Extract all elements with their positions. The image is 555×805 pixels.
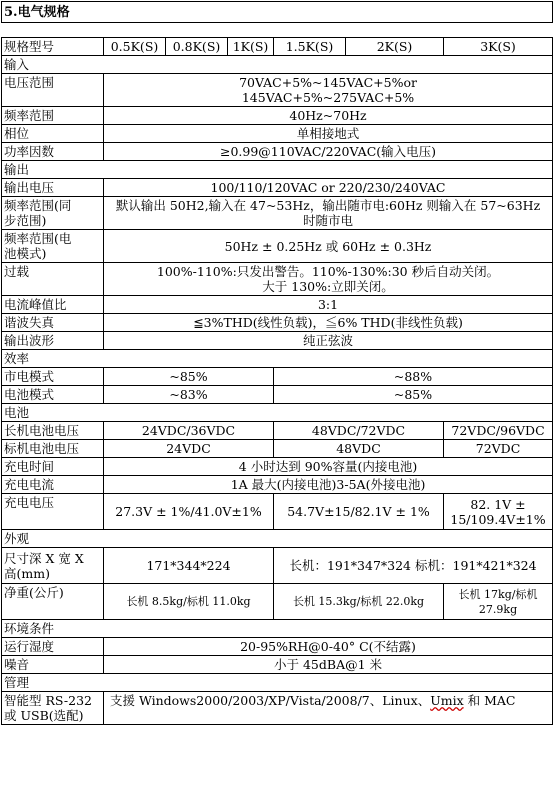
label-dimensions-line2: 高(mm) [4, 565, 50, 581]
section-management: 管理 [2, 674, 553, 692]
value-sync-range [104, 197, 553, 230]
value-std-battery-b: 48VDC [274, 440, 444, 458]
value-overload [104, 263, 553, 296]
label-phase: 相位 [2, 125, 104, 143]
value-charge-voltage-c [444, 494, 553, 530]
label-dimensions-line1: 尺寸深 X 宽 X [4, 550, 84, 566]
section-input: 输入 [2, 56, 553, 74]
model-3k: 3K(S) [444, 38, 553, 56]
row-input-voltage [2, 74, 553, 107]
label-std-battery-voltage: 标机电池电压 [2, 440, 104, 458]
value-dimensions-b: 长机：191*347*324 标机：191*421*324 [274, 548, 553, 584]
label-dimensions [2, 548, 104, 584]
section-physical: 外观 [2, 530, 553, 548]
section-title: 5.电气规格 [2, 2, 553, 23]
value-ac-mode-high: ~88% [274, 368, 553, 386]
value-ac-mode-low: ~85% [104, 368, 274, 386]
model-2k: 2K(S) [346, 38, 444, 56]
value-charge-voltage-c-line2: 15/109.4V±1% [450, 511, 546, 527]
section-environment: 环境条件 [2, 620, 553, 638]
label-thd: 谐波失真 [2, 314, 104, 332]
label-smart-interface-line1: 智能型 RS-232 [4, 693, 92, 708]
value-weight-c-line1: 长机 17kg/标机 [458, 587, 538, 601]
label-sync-range-line2: 步范围) [4, 213, 47, 228]
value-overload-line1: 100%-110%:只发出警告。110%-130%:30 秒后自动关闭。 [156, 264, 500, 279]
label-power-factor: 功率因数 [2, 143, 104, 161]
label-smart-interface-line2: 或 USB(选配) [4, 708, 84, 723]
section-efficiency: 效率 [2, 350, 553, 368]
value-weight-c [444, 584, 553, 620]
value-input-frequency: 40Hz~70Hz [104, 107, 553, 125]
value-dimensions-a: 171*344*224 [104, 548, 274, 584]
value-charge-voltage-a: 27.3V ± 1%/41.0V±1% [104, 494, 274, 530]
label-charge-time: 充电时间 [2, 458, 104, 476]
value-smart-interface [104, 692, 553, 725]
value-charge-voltage-c-line1: 82. 1V ± [470, 496, 526, 512]
value-long-battery-b: 48VDC/72VDC [274, 422, 444, 440]
label-noise: 噪音 [2, 656, 104, 674]
label-input-voltage: 电压范围 [2, 74, 104, 107]
value-long-battery-c: 72VDC/96VDC [444, 422, 553, 440]
value-charge-current: 1A 最大(内接电池)3-5A(外接电池) [104, 476, 553, 494]
label-ac-mode: 市电模式 [2, 368, 104, 386]
section-battery: 电池 [2, 404, 553, 422]
value-waveform: 纯正弦波 [104, 332, 553, 350]
value-battery-mode-high: ~85% [274, 386, 553, 404]
value-smart-os-list: 支援 Windows2000/2003/XP/Vista/2008/7、Linux、 [110, 693, 431, 708]
label-overload: 过载 [2, 263, 104, 296]
value-weight-a: 长机 8.5kg/标机 11.0kg [104, 584, 274, 620]
value-weight-c-line2: 27.9kg [478, 602, 518, 616]
label-battery-frequency-line1: 频率范围(电 [4, 231, 72, 246]
label-waveform: 输出波形 [2, 332, 104, 350]
value-crest-factor: 3:1 [104, 296, 553, 314]
label-charge-voltage: 充电电压 [2, 494, 104, 530]
value-battery-frequency: 50Hz ± 0.25Hz 或 60Hz ± 0.3Hz [104, 230, 553, 263]
value-sync-range-line2: 时随市电 [303, 213, 354, 228]
model-0-5k: 0.5K(S) [104, 38, 166, 56]
value-power-factor: ≥0.99@110VAC/220VAC(输入电压) [104, 143, 553, 161]
value-thd: ≦3%THD(线性负载)，≦6% THD(非线性负载) [104, 314, 553, 332]
value-charge-voltage-b: 54.7V±15/82.1V ± 1% [274, 494, 444, 530]
value-battery-mode-low: ~83% [104, 386, 274, 404]
value-input-voltage [104, 74, 553, 107]
value-smart-mac: 和 MAC [463, 693, 516, 708]
value-smart-umix: Umix [430, 693, 464, 708]
label-output-voltage: 输出电压 [2, 179, 104, 197]
label-smart-interface [2, 692, 104, 725]
value-input-voltage-line2: 145VAC+5%~275VAC+5% [241, 90, 415, 105]
label-battery-frequency [2, 230, 104, 263]
value-weight-b: 长机 15.3kg/标机 22.0kg [274, 584, 444, 620]
model-label: 规格型号 [2, 38, 104, 56]
value-std-battery-a: 24VDC [104, 440, 274, 458]
value-sync-range-line1: 默认输出 50H2,输入在 47~53Hz，输出随市电:60Hz 则输入在 57~63Hz [115, 198, 541, 213]
spec-table [1, 1, 553, 725]
header-row [2, 38, 553, 56]
value-humidity: 20-95%RH@0-40° C(不结露) [104, 638, 553, 656]
value-output-voltage: 100/110/120VAC or 220/230/240VAC [104, 179, 553, 197]
value-std-battery-c: 72VDC [444, 440, 553, 458]
label-crest-factor: 电流峰值比 [2, 296, 104, 314]
section-output: 输出 [2, 161, 553, 179]
label-long-battery-voltage: 长机电池电压 [2, 422, 104, 440]
value-noise: 小于 45dBA@1 米 [104, 656, 553, 674]
value-overload-line2: 大于 130%:立即关闭。 [262, 279, 394, 294]
label-humidity: 运行湿度 [2, 638, 104, 656]
label-battery-frequency-line2: 池模式) [4, 246, 47, 261]
value-charge-time: 4 小时达到 90%容量(内接电池) [104, 458, 553, 476]
model-1-5k: 1.5K(S) [274, 38, 346, 56]
model-0-8k: 0.8K(S) [166, 38, 228, 56]
label-sync-range-line1: 频率范围(同 [4, 198, 72, 213]
spacer [2, 23, 553, 38]
label-input-frequency: 频率范围 [2, 107, 104, 125]
value-phase: 单相接地式 [104, 125, 553, 143]
model-1k: 1K(S) [228, 38, 274, 56]
value-long-battery-a: 24VDC/36VDC [104, 422, 274, 440]
label-net-weight: 净重(公斤) [2, 584, 104, 620]
label-battery-mode: 电池模式 [2, 386, 104, 404]
value-input-voltage-line1: 70VAC+5%~145VAC+5%or [239, 75, 417, 90]
label-charge-current: 充电电流 [2, 476, 104, 494]
label-sync-range [2, 197, 104, 230]
